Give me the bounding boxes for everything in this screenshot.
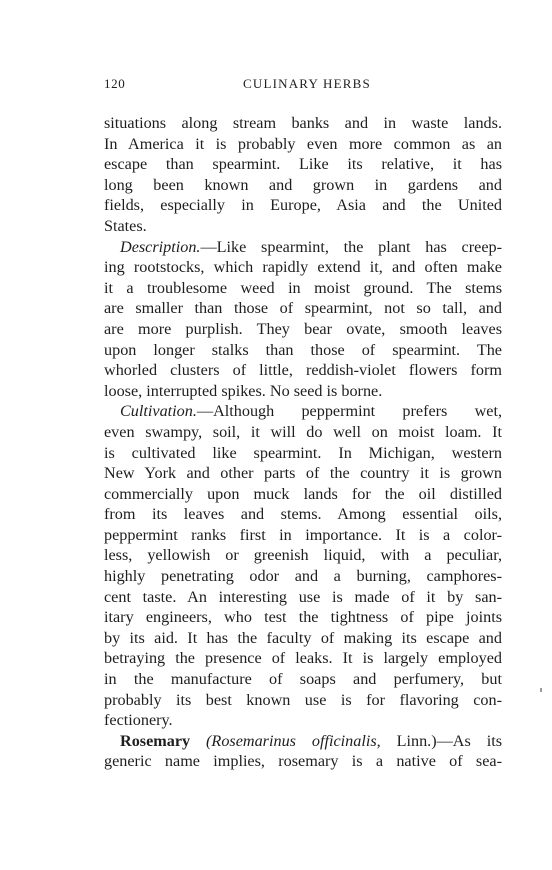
running-head-title: CULINARY HERBS	[243, 76, 371, 91]
text-line: In America it is probably even more common as an	[104, 134, 502, 153]
page-number: 120	[104, 76, 126, 91]
text-line: in the manufacture of soaps and perfumery, but	[104, 670, 502, 689]
text-line: upon longer stalks than those of spearmint. The	[104, 340, 502, 359]
rosemary-authority: Linn.)	[380, 731, 437, 750]
text-line: itary engineers, who test the tightness of pipe joints	[104, 608, 502, 627]
text-line: less, yellowish or greenish liquid, with a peculiar,	[104, 546, 502, 565]
text-line: probably its best known use is for flavoring con-	[104, 690, 502, 709]
description-paragraph-start	[104, 237, 502, 258]
text-line: peppermint ranks first in importance. It is a color-	[104, 525, 502, 544]
text-line-remainder: —Although peppermint prefers wet,	[196, 402, 502, 421]
text-line: are more purplish. They bear ovate, smooth leaves	[104, 319, 502, 338]
rosemary-latin-name: (Rosemarinus officinalis,	[206, 731, 381, 750]
text-line: fields, especially in Europe, Asia and the United	[104, 196, 502, 215]
text-line: betraying the presence of leaks. It is largely employed	[104, 649, 502, 668]
text-line: loose, interrupted spikes. No seed is borne.	[104, 381, 383, 400]
body-text	[104, 113, 502, 772]
text-line: whorled clusters of little, reddish-violet flowers form	[104, 361, 502, 380]
text-line: long been known and grown in gardens and	[104, 175, 502, 194]
scan-speck	[540, 688, 542, 692]
rosemary-run-in-heading: Rosemary	[120, 731, 191, 750]
text-line: escape than spearmint. Like its relative, it has	[104, 155, 502, 174]
text-line-remainder: —As its	[436, 731, 502, 750]
cultivation-run-in-heading: Cultivation.	[120, 402, 197, 421]
text-line: ing rootstocks, which rapidly extend it, and often make	[104, 258, 502, 277]
description-run-in-heading: Description.	[120, 237, 201, 256]
rosemary-paragraph-start	[104, 731, 502, 752]
text-line-remainder: —Like spearmint, the plant has creep-	[200, 237, 502, 256]
text-line: is cultivated like spearmint. In Michigan, western	[104, 443, 502, 462]
text-line: States.	[104, 216, 147, 235]
text-line: situations along stream banks and in waste lands.	[104, 114, 502, 132]
text-line: cent taste. An interesting use is made of it by san-	[104, 587, 502, 606]
text-line: are smaller than those of spearmint, not so tall, and	[104, 299, 502, 318]
text-line: commercially upon muck lands for the oil distilled	[104, 484, 502, 503]
running-head	[104, 76, 504, 96]
text-line: by its aid. It has the faculty of making its escape and	[104, 628, 502, 647]
text-line: from its leaves and stems. Among essential oils,	[104, 505, 502, 524]
cultivation-paragraph-start	[104, 401, 502, 422]
text-line: it a troublesome weed in moist ground. The stems	[104, 278, 502, 297]
text-line: highly penetrating odor and a burning, camphores-	[104, 567, 502, 586]
text-line: even swampy, soil, it will do well on moist loam. It	[104, 422, 502, 441]
text-line: generic name implies, rosemary is a native of sea-	[104, 752, 502, 771]
text-line: New York and other parts of the country it is grown	[104, 464, 502, 483]
text-line: fectionery.	[104, 711, 173, 730]
